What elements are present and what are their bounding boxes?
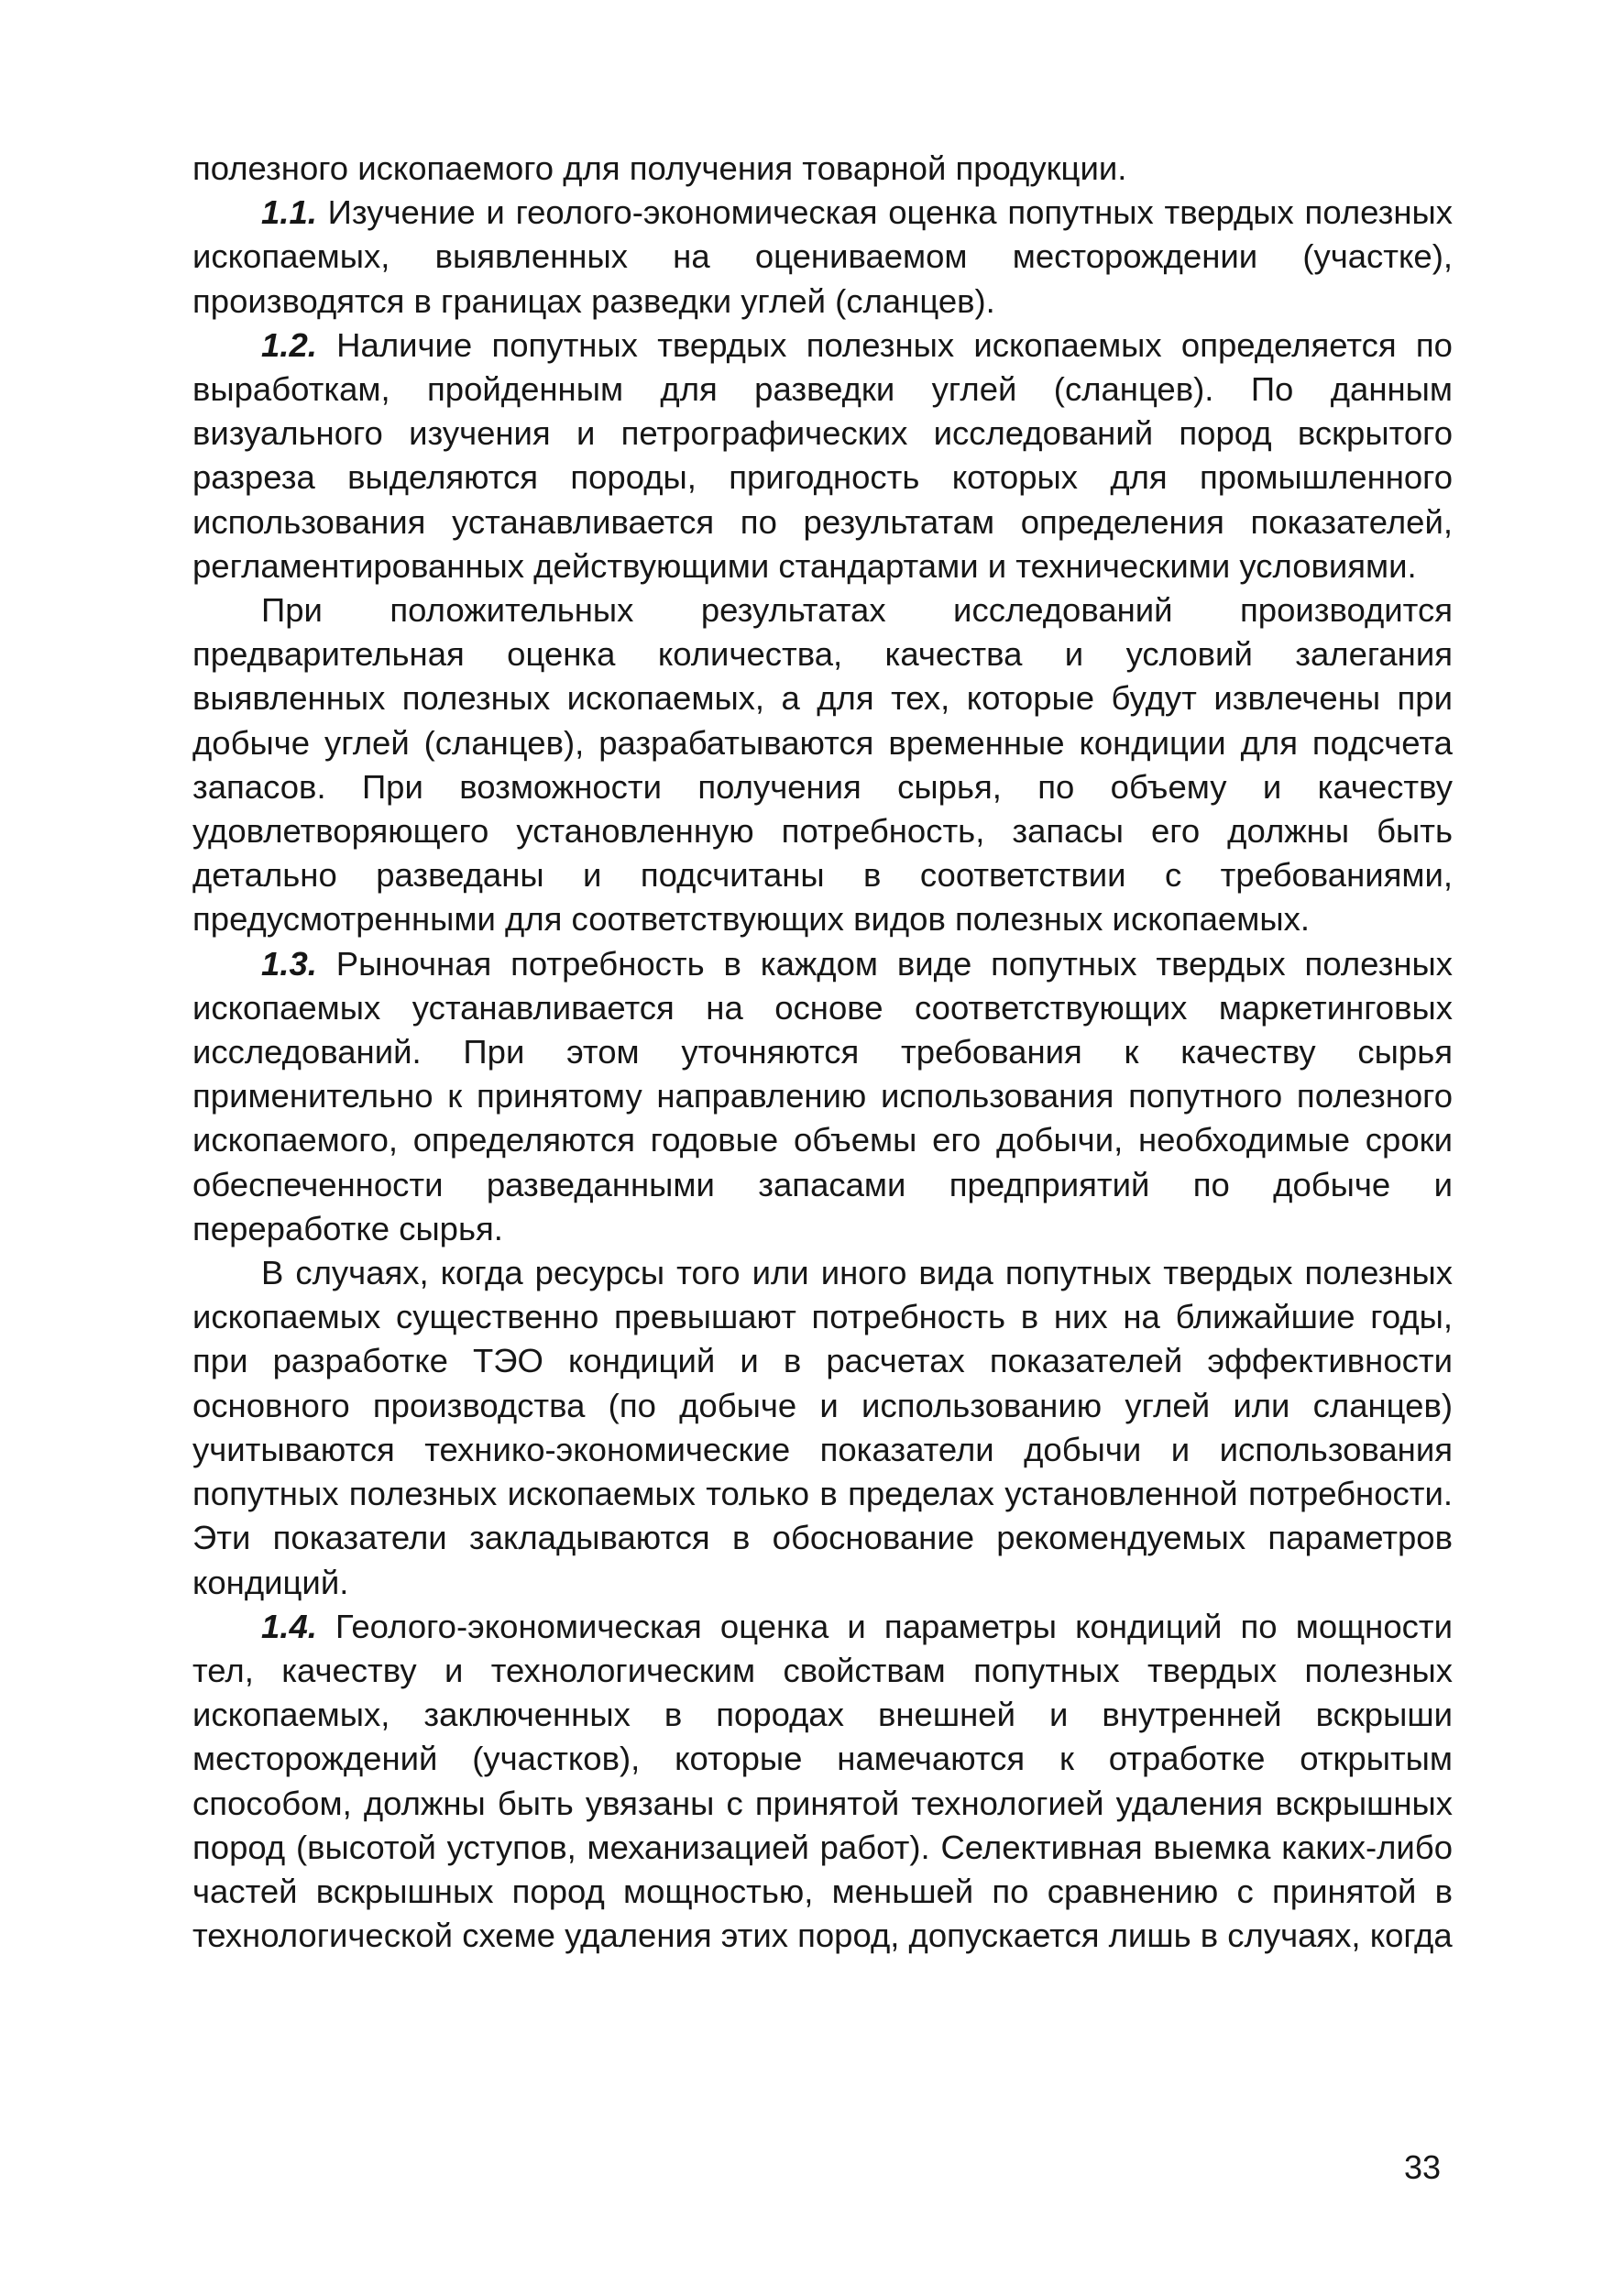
paragraph-results	[192, 588, 1453, 942]
section-text: Геолого-экономическая оценка и параметры кондиций по мощности тел, качеству и технологическим свойствам попутных твердых полезных ископаемых, заключенных в породах внешней и внутренней вскрыши месторождений (участков), которые намечаются к отработке открытым способом, должны быть увязаны с принятой технологией удаления вскрышных пород (высотой уступов, механизацией работ). Селективная выемка каких-либо частей вскрышных пород мощностью, меньшей по сравнению с принятой в технологической схеме удаления этих пород, допускается лишь в случаях, когда	[192, 1607, 1453, 1955]
section-1-3	[192, 942, 1453, 1251]
section-number: 1.1.	[261, 193, 317, 232]
section-1-2	[192, 324, 1453, 588]
paragraph-text: При положительных результатах исследований производится предварительная оценка количества, качества и условий залегания выявленных полезных ископаемых, а для тех, которые будут извлечены при добыче углей (сланцев), разрабатываются временные кондиции для подсчета запасов. При возможности получения сырья, по объему и качеству удовлетворяющего установленную потребность, запасы его должны быть детально разведаны и подсчитаны в соответствии с требованиями, предусмотренными для соответствующих видов полезных ископаемых.	[192, 591, 1453, 939]
opening-paragraph	[192, 147, 1453, 191]
section-number: 1.4.	[261, 1607, 317, 1645]
opening-text: полезного ископаемого для получения товарной продукции.	[192, 149, 1127, 187]
paragraph-text: В случаях, когда ресурсы того или иного вида попутных твердых полезных ископаемых существенно превышают потребность в них на ближайшие годы, при разработке ТЭО кондиций и в расчетах показателей эффективности основного производства (по добыче и использованию углей или сланцев) учитываются технико-экономические показатели добычи и использования попутных полезных ископаемых только в пределах установленной потребности. Эти показатели закладываются в обоснование рекомендуемых параметров кондиций.	[192, 1254, 1453, 1601]
section-text: Наличие попутных твердых полезных ископаемых определяется по выработкам, пройденным для разведки углей (сланцев). По данным визуального изучения и петрографических исследований пород вскрытого разреза выделяются породы, пригодность которых для промышленного использования устанавливается по результатам определения показателей, регламентированных действующими стандартами и техническими условиями.	[192, 325, 1453, 585]
section-text: Изучение и геолого-экономическая оценка попутных твердых полезных ископаемых, выявленных на оцениваемом месторождении (участке), производятся в границах разведки углей (сланцев).	[192, 193, 1453, 320]
paragraph-resources	[192, 1251, 1453, 1605]
section-number: 1.3.	[261, 944, 317, 983]
document-page	[192, 147, 1453, 1958]
page-number: 33	[1404, 2148, 1442, 2186]
section-1-4	[192, 1605, 1453, 1959]
section-1-1	[192, 191, 1453, 324]
section-number: 1.2.	[261, 325, 317, 364]
section-text: Рыночная потребность в каждом виде попутных твердых полезных ископаемых устанавливается на основе соответствующих маркетинговых исследований. При этом уточняются требования к качеству сырья применительно к принятому направлению использования попутного полезного ископаемого, определяются годовые объемы его добычи, необходимые сроки обеспеченности разведанными запасами предприятий по добыче и переработке сырья.	[192, 944, 1453, 1247]
